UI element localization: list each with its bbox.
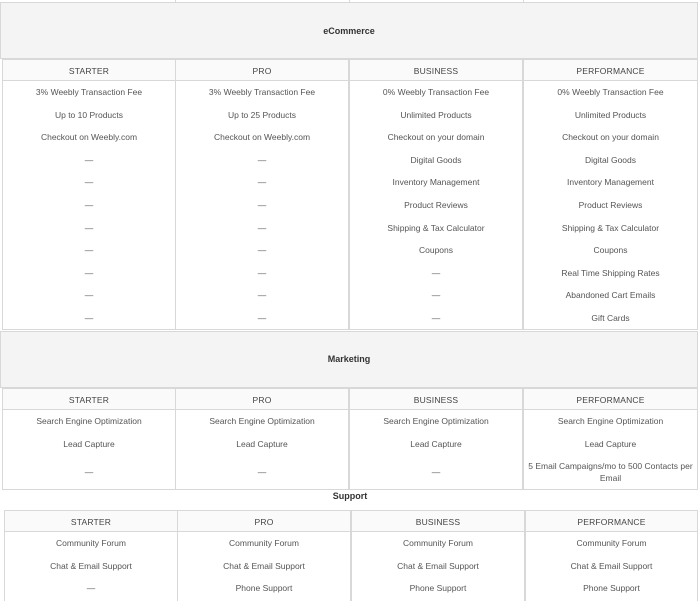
marketing-column-business bbox=[349, 410, 523, 490]
support-column-performance bbox=[525, 532, 698, 601]
ecommerce-cell: 3% Weebly Transaction Fee bbox=[35, 87, 143, 97]
support-cell: Chat & Email Support bbox=[397, 560, 479, 571]
marketing-cell: Lead Capture bbox=[236, 438, 288, 449]
support-column-starter bbox=[4, 532, 178, 601]
ecommerce-cell: Inventory Management bbox=[392, 177, 480, 188]
support-cell: Community Forum bbox=[576, 538, 647, 548]
column-header-starter: STARTER bbox=[2, 388, 176, 410]
column-header-business: BUSINESS bbox=[349, 388, 523, 410]
marketing-cell: Search Engine Optimization bbox=[209, 416, 315, 426]
ecommerce-cell: — bbox=[84, 245, 94, 256]
ecommerce-cell: Unlimited Products bbox=[574, 109, 647, 120]
ecommerce-cell: — bbox=[257, 200, 267, 210]
ecommerce-cell: 0% Weebly Transaction Fee bbox=[557, 87, 664, 97]
ecommerce-cell: — bbox=[84, 313, 94, 323]
ecommerce-cell: — bbox=[431, 290, 441, 301]
ecommerce-cell: Inventory Management bbox=[567, 177, 654, 188]
support-cell: Community Forum bbox=[229, 538, 299, 548]
ecommerce-cell: Checkout on Weebly.com bbox=[40, 132, 138, 143]
support-cell: Phone Support bbox=[235, 583, 293, 594]
support-cell: Chat & Email Support bbox=[50, 560, 132, 571]
ecommerce-column-starter bbox=[2, 81, 176, 330]
marketing-cell: Lead Capture bbox=[584, 438, 637, 449]
ecommerce-cell: Up to 25 Products bbox=[227, 109, 297, 120]
column-header-starter: STARTER bbox=[2, 59, 176, 81]
ecommerce-cell: Shipping & Tax Calculator bbox=[387, 222, 485, 233]
ecommerce-cell: — bbox=[431, 267, 441, 278]
ecommerce-cell: Abandoned Cart Emails bbox=[565, 290, 656, 301]
ecommerce-cell: Coupons bbox=[418, 245, 454, 256]
ecommerce-cell: — bbox=[257, 177, 267, 188]
ecommerce-cell: Coupons bbox=[593, 245, 628, 256]
column-header-business: BUSINESS bbox=[349, 59, 523, 81]
support-cell: Community Forum bbox=[403, 538, 473, 548]
ecommerce-cell: Up to 10 Products bbox=[54, 109, 124, 120]
ecommerce-cell: — bbox=[84, 222, 94, 233]
column-header-performance: PERFORMANCE bbox=[525, 510, 698, 532]
ecommerce-column-business bbox=[349, 81, 523, 330]
ecommerce-cell: Checkout on Weebly.com bbox=[213, 132, 311, 143]
ecommerce-cell: — bbox=[257, 154, 267, 165]
support-column-pro bbox=[177, 532, 351, 601]
ecommerce-cell: Digital Goods bbox=[584, 154, 637, 165]
ecommerce-cell: Checkout on your domain bbox=[387, 132, 485, 143]
ecommerce-cell: — bbox=[257, 313, 267, 323]
ecommerce-cell: — bbox=[84, 200, 94, 210]
ecommerce-cell: Digital Goods bbox=[410, 154, 462, 165]
column-header-starter: STARTER bbox=[4, 510, 178, 532]
ecommerce-cell: — bbox=[84, 154, 94, 165]
marketing-cell: — bbox=[431, 467, 441, 478]
marketing-cell: Search Engine Optimization bbox=[557, 416, 664, 426]
ecommerce-cell: Checkout on your domain bbox=[562, 132, 659, 143]
marketing-column-starter bbox=[2, 410, 176, 490]
marketing-cell: Lead Capture bbox=[410, 438, 462, 449]
marketing-cell: Search Engine Optimization bbox=[383, 416, 489, 426]
section-title-support: Support bbox=[332, 491, 368, 501]
marketing-column-performance bbox=[523, 410, 698, 490]
ecommerce-cell: — bbox=[431, 313, 441, 323]
ecommerce-cell: — bbox=[257, 245, 267, 256]
ecommerce-cell: Product Reviews bbox=[578, 200, 643, 210]
marketing-cell: Search Engine Optimization bbox=[36, 416, 142, 426]
support-cell: Phone Support bbox=[583, 583, 640, 594]
ecommerce-cell: 3% Weebly Transaction Fee bbox=[208, 87, 316, 97]
section-title-marketing: Marketing bbox=[0, 331, 698, 388]
column-header-business: BUSINESS bbox=[351, 510, 525, 532]
ecommerce-cell: Product Reviews bbox=[404, 200, 468, 210]
ecommerce-cell: Real Time Shipping Rates bbox=[561, 267, 660, 278]
marketing-cell: Lead Capture bbox=[63, 438, 115, 449]
column-header-performance: PERFORMANCE bbox=[523, 59, 698, 81]
ecommerce-column-performance bbox=[523, 81, 698, 330]
ecommerce-cell: — bbox=[84, 177, 94, 188]
ecommerce-cell: Shipping & Tax Calculator bbox=[561, 222, 660, 233]
support-cell: Phone Support bbox=[409, 583, 467, 594]
marketing-cell: — bbox=[257, 467, 267, 478]
marketing-cell: 5 Email Campaigns/mo to 500 Contacts per Email bbox=[528, 461, 693, 484]
support-cell: Chat & Email Support bbox=[223, 560, 305, 571]
marketing-cell: — bbox=[84, 467, 94, 478]
ecommerce-cell: — bbox=[257, 290, 267, 301]
ecommerce-column-pro bbox=[175, 81, 349, 330]
ecommerce-cell: 0% Weebly Transaction Fee bbox=[382, 87, 490, 97]
ecommerce-cell: — bbox=[257, 267, 267, 278]
ecommerce-cell: — bbox=[257, 222, 267, 233]
support-cell: Chat & Email Support bbox=[570, 560, 653, 571]
section-title-ecommerce: eCommerce bbox=[0, 2, 698, 59]
ecommerce-cell: — bbox=[84, 290, 94, 301]
column-header-performance: PERFORMANCE bbox=[523, 388, 698, 410]
marketing-column-pro bbox=[175, 410, 349, 490]
support-column-business bbox=[351, 532, 525, 601]
support-cell: Community Forum bbox=[56, 538, 126, 548]
column-header-pro: PRO bbox=[175, 59, 349, 81]
ecommerce-cell: — bbox=[84, 267, 94, 278]
support-cell: — bbox=[86, 583, 96, 594]
ecommerce-cell: Unlimited Products bbox=[400, 109, 472, 120]
column-header-pro: PRO bbox=[177, 510, 351, 532]
ecommerce-cell: Gift Cards bbox=[591, 313, 630, 323]
column-header-pro: PRO bbox=[175, 388, 349, 410]
